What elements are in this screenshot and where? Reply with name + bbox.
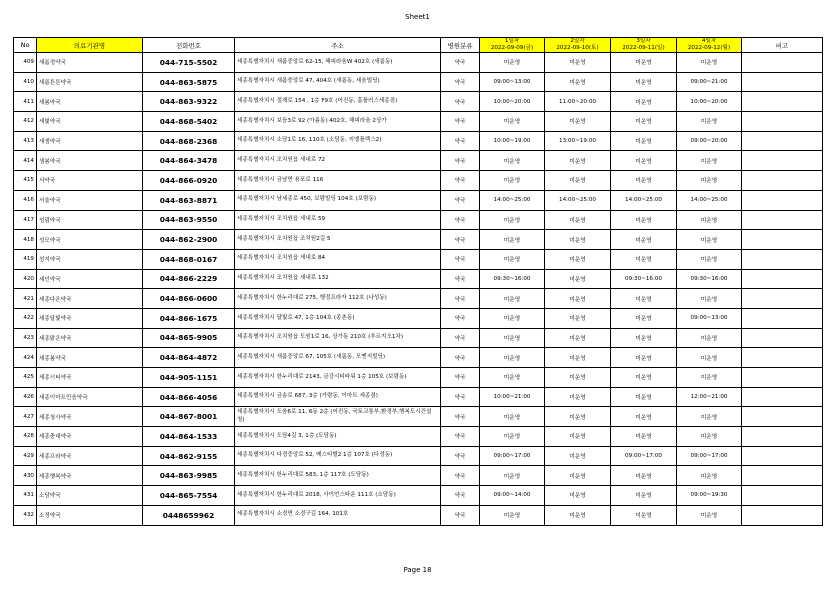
header-phone: 전화번호 [143, 38, 235, 53]
table-row [14, 269, 823, 289]
table-row [14, 72, 823, 92]
address: 세종특별자치시 보듬3로 92 (아름동) 402호, 해피라움 2상가 [235, 112, 441, 132]
day-1-hours: 09:00~14:00 [480, 486, 545, 506]
day-2-hours: 미운영 [545, 171, 611, 191]
pharmacy-name: 세종달빛약국 [37, 308, 143, 328]
header-day-2 [545, 38, 611, 53]
table-row [14, 486, 823, 506]
table-row [14, 505, 823, 525]
day-4-hours: 미운영 [677, 112, 742, 132]
day-3-hours: 미운영 [611, 368, 677, 388]
note [742, 505, 823, 525]
day-4-hours: 미운영 [677, 427, 742, 447]
note [742, 249, 823, 269]
day-2-hours: 미운영 [545, 53, 611, 73]
day-3-hours: 미운영 [611, 72, 677, 92]
day-1-hours: 미운영 [480, 427, 545, 447]
category: 약국 [441, 131, 480, 151]
day-2-hours: 미운영 [545, 249, 611, 269]
table-row [14, 230, 823, 250]
phone-number: 044-866-0600 [143, 289, 235, 309]
day-3-hours: 미운영 [611, 308, 677, 328]
category: 약국 [441, 368, 480, 388]
row-number: 413 [14, 131, 37, 151]
day-2-hours: 미운영 [545, 328, 611, 348]
phone-number: 0448659962 [143, 505, 235, 525]
address: 세종특별자치시 달빛로 47, 1층 104호 (종촌동) [235, 308, 441, 328]
phone-number: 044-864-3478 [143, 151, 235, 171]
phone-number: 044-863-9550 [143, 210, 235, 230]
day-2-hours: 13:00~19:00 [545, 131, 611, 151]
pharmacy-name: 새롬튼튼약국 [37, 72, 143, 92]
row-number: 412 [14, 112, 37, 132]
day-3-hours: 미운영 [611, 466, 677, 486]
note [742, 466, 823, 486]
note [742, 269, 823, 289]
day-2-hours: 미운영 [545, 112, 611, 132]
day-1-hours: 10:00~20:00 [480, 92, 545, 112]
phone-number: 044-863-9322 [143, 92, 235, 112]
day-1-hours: 09:30~16:00 [480, 269, 545, 289]
day-3-hours: 미운영 [611, 249, 677, 269]
header-day-4 [677, 38, 742, 53]
day-2-hours: 미운영 [545, 427, 611, 447]
header-day-1-label: 1일차 [504, 38, 520, 44]
phone-number: 044-866-0920 [143, 171, 235, 191]
note [742, 407, 823, 427]
pharmacy-name: 세종시티약국 [37, 368, 143, 388]
category: 약국 [441, 427, 480, 447]
category: 약국 [441, 348, 480, 368]
day-1-hours: 미운영 [480, 112, 545, 132]
day-1-hours: 미운영 [480, 210, 545, 230]
note [742, 151, 823, 171]
day-1-hours: 미운영 [480, 348, 545, 368]
table-row [14, 190, 823, 210]
day-3-hours: 미운영 [611, 486, 677, 506]
header-day-3 [611, 38, 677, 53]
row-number: 431 [14, 486, 37, 506]
category: 약국 [441, 92, 480, 112]
table-row [14, 387, 823, 407]
day-3-hours: 미운영 [611, 230, 677, 250]
address: 세종특별자치시 한누리대로 2018, 사이언스타운 111호 (소담동) [235, 486, 441, 506]
table-row [14, 466, 823, 486]
table-row [14, 131, 823, 151]
address: 세종특별자치시 남세종로 450, 보람빌딩 104호 (보람동) [235, 190, 441, 210]
table-row [14, 446, 823, 466]
category: 약국 [441, 466, 480, 486]
header-category: 병원분류 [441, 38, 480, 53]
day-4-hours: 미운영 [677, 249, 742, 269]
day-3-hours: 미운영 [611, 289, 677, 309]
day-1-hours: 미운영 [480, 308, 545, 328]
address: 세종특별자치시 조치원읍 새내로 72 [235, 151, 441, 171]
header-day-3-date: 2022-09-11(일) [622, 45, 665, 51]
day-3-hours: 미운영 [611, 427, 677, 447]
table-row [14, 289, 823, 309]
day-1-hours: 미운영 [480, 505, 545, 525]
page-number: Page 18 [403, 566, 432, 574]
day-4-hours: 09:00~21:00 [677, 72, 742, 92]
day-1-hours: 미운영 [480, 466, 545, 486]
pharmacy-name: 세종맑은약국 [37, 328, 143, 348]
note [742, 131, 823, 151]
table-row [14, 151, 823, 171]
table-row [14, 427, 823, 447]
day-2-hours: 미운영 [545, 289, 611, 309]
category: 약국 [441, 446, 480, 466]
category: 약국 [441, 190, 480, 210]
phone-number: 044-862-2900 [143, 230, 235, 250]
day-3-hours: 미운영 [611, 92, 677, 112]
header-day-3-label: 3일차 [636, 38, 651, 44]
day-2-hours: 14:00~25:00 [545, 190, 611, 210]
day-3-hours: 미운영 [611, 407, 677, 427]
category: 약국 [441, 230, 480, 250]
day-2-hours: 미운영 [545, 387, 611, 407]
day-2-hours: 미운영 [545, 407, 611, 427]
header-row [14, 38, 823, 53]
pharmacy-name: 세종프라약국 [37, 446, 143, 466]
header-day-1-date: 2022-09-09(금) [490, 45, 534, 51]
header-day-4-label: 4일차 [701, 38, 717, 44]
pharmacy-name: 세종행복약국 [37, 466, 143, 486]
day-4-hours: 미운영 [677, 368, 742, 388]
pharmacy-name: 세종이마트민음약국 [37, 387, 143, 407]
address: 세종특별자치시 조치원읍 새내로 84 [235, 249, 441, 269]
day-2-hours: 미운영 [545, 446, 611, 466]
day-2-hours: 미운영 [545, 505, 611, 525]
address: 세종특별자치시 조치원읍 도원1로 16, 상가동 210호 (푸르지오1차) [235, 328, 441, 348]
header-address: 주소 [235, 38, 441, 53]
phone-number: 044-905-1151 [143, 368, 235, 388]
day-3-hours: 09:00~17:00 [611, 446, 677, 466]
address: 세종특별자치시 새롬중앙로 62-15, 해피라움W 402호 (새롬동) [235, 53, 441, 73]
day-1-hours: 미운영 [480, 368, 545, 388]
table-row [14, 328, 823, 348]
row-number: 425 [14, 368, 37, 388]
phone-number: 044-866-4056 [143, 387, 235, 407]
pharmacy-name: 새샘약국 [37, 131, 143, 151]
table-row [14, 368, 823, 388]
day-1-hours: 미운영 [480, 230, 545, 250]
pharmacy-name: 샘봄약국 [37, 151, 143, 171]
address: 세종특별자치시 소담1로 16, 110호 (소담동, 지엘플렉스2) [235, 131, 441, 151]
phone-number: 044-864-4872 [143, 348, 235, 368]
note [742, 387, 823, 407]
pharmacy-schedule-table [13, 37, 823, 526]
day-4-hours: 미운영 [677, 348, 742, 368]
day-4-hours: 미운영 [677, 210, 742, 230]
pharmacy-name: 새봄약국 [37, 92, 143, 112]
day-2-hours: 미운영 [545, 72, 611, 92]
note [742, 289, 823, 309]
phone-number: 044-862-9155 [143, 446, 235, 466]
pharmacy-name: 세종봄약국 [37, 348, 143, 368]
row-number: 410 [14, 72, 37, 92]
table-row [14, 348, 823, 368]
day-3-hours: 미운영 [611, 210, 677, 230]
note [742, 53, 823, 73]
address: 세종특별자치시 도움6로 11, 6동 2층 (어진동, 국토교통부,환경부,행복도시건설청) [235, 407, 441, 427]
pharmacy-name: 세종청사약국 [37, 407, 143, 427]
row-number: 416 [14, 190, 37, 210]
phone-number: 044-868-0167 [143, 249, 235, 269]
address: 세종특별자치시 다정중앙로 52, 메스티벌2 1층 107호 (다정동) [235, 446, 441, 466]
address: 세종특별자치시 금남면 용포로 116 [235, 171, 441, 191]
day-1-hours: 09:00~13:00 [480, 72, 545, 92]
table-row [14, 249, 823, 269]
row-number: 414 [14, 151, 37, 171]
day-4-hours: 09:00~19:30 [677, 486, 742, 506]
note [742, 368, 823, 388]
day-4-hours: 14:00~25:00 [677, 190, 742, 210]
note [742, 230, 823, 250]
day-3-hours: 미운영 [611, 131, 677, 151]
day-1-hours: 09:00~17:00 [480, 446, 545, 466]
note [742, 112, 823, 132]
category: 약국 [441, 505, 480, 525]
category: 약국 [441, 72, 480, 92]
pharmacy-name: 서울약국 [37, 190, 143, 210]
row-number: 417 [14, 210, 37, 230]
address: 세종특별자치시 조치원읍 새내로 132 [235, 269, 441, 289]
day-4-hours: 09:00~20:00 [677, 131, 742, 151]
row-number: 423 [14, 328, 37, 348]
day-4-hours: 미운영 [677, 328, 742, 348]
day-4-hours: 미운영 [677, 505, 742, 525]
pharmacy-name: 성모약국 [37, 230, 143, 250]
day-1-hours: 미운영 [480, 53, 545, 73]
phone-number: 044-866-1675 [143, 308, 235, 328]
address: 세종특별자치시 절재로 154 , 1층 F9호 (어진동, 홈플러스세종점) [235, 92, 441, 112]
row-number: 409 [14, 53, 37, 73]
row-number: 424 [14, 348, 37, 368]
day-2-hours: 11:00~20:00 [545, 92, 611, 112]
day-2-hours: 미운영 [545, 308, 611, 328]
address: 세종특별자치시 새롬중앙로 47, 404호 (새롬동, 세움빌딩) [235, 72, 441, 92]
day-1-hours: 미운영 [480, 249, 545, 269]
note [742, 92, 823, 112]
pharmacy-name: 성지약국 [37, 249, 143, 269]
address: 세종특별자치시 도담4길 3, 1층 (도담동) [235, 427, 441, 447]
note [742, 190, 823, 210]
table-row [14, 308, 823, 328]
header-no: No [14, 38, 37, 53]
pharmacy-name: 세인약국 [37, 269, 143, 289]
day-4-hours: 미운영 [677, 53, 742, 73]
row-number: 430 [14, 466, 37, 486]
day-1-hours: 미운영 [480, 289, 545, 309]
row-number: 426 [14, 387, 37, 407]
category: 약국 [441, 308, 480, 328]
day-3-hours: 미운영 [611, 171, 677, 191]
note [742, 348, 823, 368]
header-name: 의료기관명 [37, 38, 143, 53]
day-1-hours: 미운영 [480, 407, 545, 427]
pharmacy-name: 세종충대약국 [37, 427, 143, 447]
day-3-hours: 14:00~25:00 [611, 190, 677, 210]
category: 약국 [441, 112, 480, 132]
day-1-hours: 14:00~25:00 [480, 190, 545, 210]
address: 세종특별자치시 조치원읍 새내로 59 [235, 210, 441, 230]
header-day-2-date: 2022-09-10(토) [556, 45, 599, 51]
row-number: 420 [14, 269, 37, 289]
phone-number: 044-867-8001 [143, 407, 235, 427]
note [742, 72, 823, 92]
row-number: 419 [14, 249, 37, 269]
phone-number: 044-865-9905 [143, 328, 235, 348]
address: 세종특별자치시 한누리대로 275, 행정프라자 112호 (나성동) [235, 289, 441, 309]
header-day-1 [480, 38, 545, 53]
note [742, 210, 823, 230]
pharmacy-name: 새롬정약국 [37, 53, 143, 73]
table-row [14, 53, 823, 73]
address: 세종특별자치시 금송로 687, 3층 (가람동, 이마트 세종점) [235, 387, 441, 407]
category: 약국 [441, 486, 480, 506]
day-3-hours: 09:30~16:00 [611, 269, 677, 289]
row-number: 428 [14, 427, 37, 447]
address: 세종특별자치시 한누리대로 2143, 금강시티타워 1층 105호 (보람동) [235, 368, 441, 388]
pharmacy-name: 성림약국 [37, 210, 143, 230]
phone-number: 044-865-7554 [143, 486, 235, 506]
day-3-hours: 미운영 [611, 328, 677, 348]
phone-number: 044-868-2368 [143, 131, 235, 151]
pharmacy-name: 소정약국 [37, 505, 143, 525]
day-4-hours: 09:00~17:00 [677, 446, 742, 466]
note [742, 328, 823, 348]
pharmacy-name: 소담약국 [37, 486, 143, 506]
pharmacy-name: 세종다온약국 [37, 289, 143, 309]
day-4-hours: 09:30~16:00 [677, 269, 742, 289]
note [742, 171, 823, 191]
table-row [14, 210, 823, 230]
row-number: 429 [14, 446, 37, 466]
pharmacy-name: 새빛약국 [37, 112, 143, 132]
day-1-hours: 미운영 [480, 328, 545, 348]
table-row [14, 92, 823, 112]
day-3-hours: 미운영 [611, 112, 677, 132]
category: 약국 [441, 151, 480, 171]
address: 세종특별자치시 한누리대로 583, 1층 117호 (도담동) [235, 466, 441, 486]
table-row [14, 112, 823, 132]
category: 약국 [441, 171, 480, 191]
phone-number: 044-868-5402 [143, 112, 235, 132]
category: 약국 [441, 249, 480, 269]
note [742, 486, 823, 506]
table-row [14, 407, 823, 427]
day-4-hours: 미운영 [677, 230, 742, 250]
day-4-hours: 미운영 [677, 466, 742, 486]
note [742, 427, 823, 447]
row-number: 432 [14, 505, 37, 525]
category: 약국 [441, 328, 480, 348]
address: 세종특별자치시 조치원읍 조치원2길 5 [235, 230, 441, 250]
note [742, 446, 823, 466]
day-2-hours: 미운영 [545, 466, 611, 486]
day-4-hours: 09:00~13:00 [677, 308, 742, 328]
day-2-hours: 미운영 [545, 230, 611, 250]
day-4-hours: 미운영 [677, 151, 742, 171]
day-1-hours: 10:00~21:00 [480, 387, 545, 407]
phone-number: 044-863-8871 [143, 190, 235, 210]
sheet-title: Sheet1 [405, 13, 430, 21]
day-3-hours: 미운영 [611, 53, 677, 73]
row-number: 415 [14, 171, 37, 191]
day-2-hours: 미운영 [545, 348, 611, 368]
row-number: 418 [14, 230, 37, 250]
day-2-hours: 미운영 [545, 368, 611, 388]
phone-number: 044-863-5875 [143, 72, 235, 92]
phone-number: 044-715-5502 [143, 53, 235, 73]
table-row [14, 171, 823, 191]
note [742, 308, 823, 328]
day-1-hours: 10:00~19:00 [480, 131, 545, 151]
phone-number: 044-863-9985 [143, 466, 235, 486]
header-day-4-date: 2022-09-12(월) [687, 45, 731, 51]
day-3-hours: 미운영 [611, 348, 677, 368]
row-number: 427 [14, 407, 37, 427]
row-number: 421 [14, 289, 37, 309]
category: 약국 [441, 53, 480, 73]
category: 약국 [441, 289, 480, 309]
day-4-hours: 미운영 [677, 289, 742, 309]
day-4-hours: 12:00~21:00 [677, 387, 742, 407]
day-3-hours: 미운영 [611, 151, 677, 171]
day-2-hours: 미운영 [545, 210, 611, 230]
category: 약국 [441, 269, 480, 289]
category: 약국 [441, 407, 480, 427]
header-day-2-label: 2일차 [570, 38, 585, 44]
address: 세종특별자치시 새롬중앙로 67, 105호 (새롬동, 모멘지빌딩) [235, 348, 441, 368]
day-2-hours: 미운영 [545, 151, 611, 171]
phone-number: 044-866-2229 [143, 269, 235, 289]
phone-number: 044-864-1533 [143, 427, 235, 447]
day-4-hours: 미운영 [677, 407, 742, 427]
day-3-hours: 미운영 [611, 387, 677, 407]
day-1-hours: 미운영 [480, 151, 545, 171]
row-number: 422 [14, 308, 37, 328]
day-2-hours: 미운영 [545, 486, 611, 506]
row-number: 411 [14, 92, 37, 112]
category: 약국 [441, 210, 480, 230]
day-2-hours: 미운영 [545, 269, 611, 289]
day-1-hours: 미운영 [480, 171, 545, 191]
day-4-hours: 10:00~20:00 [677, 92, 742, 112]
day-3-hours: 미운영 [611, 505, 677, 525]
pharmacy-name: 서약국 [37, 171, 143, 191]
day-4-hours: 미운영 [677, 171, 742, 191]
address: 세종특별자치시 소정면 소정구길 164, 101호 [235, 505, 441, 525]
category: 약국 [441, 387, 480, 407]
header-note: 비고 [742, 38, 823, 53]
